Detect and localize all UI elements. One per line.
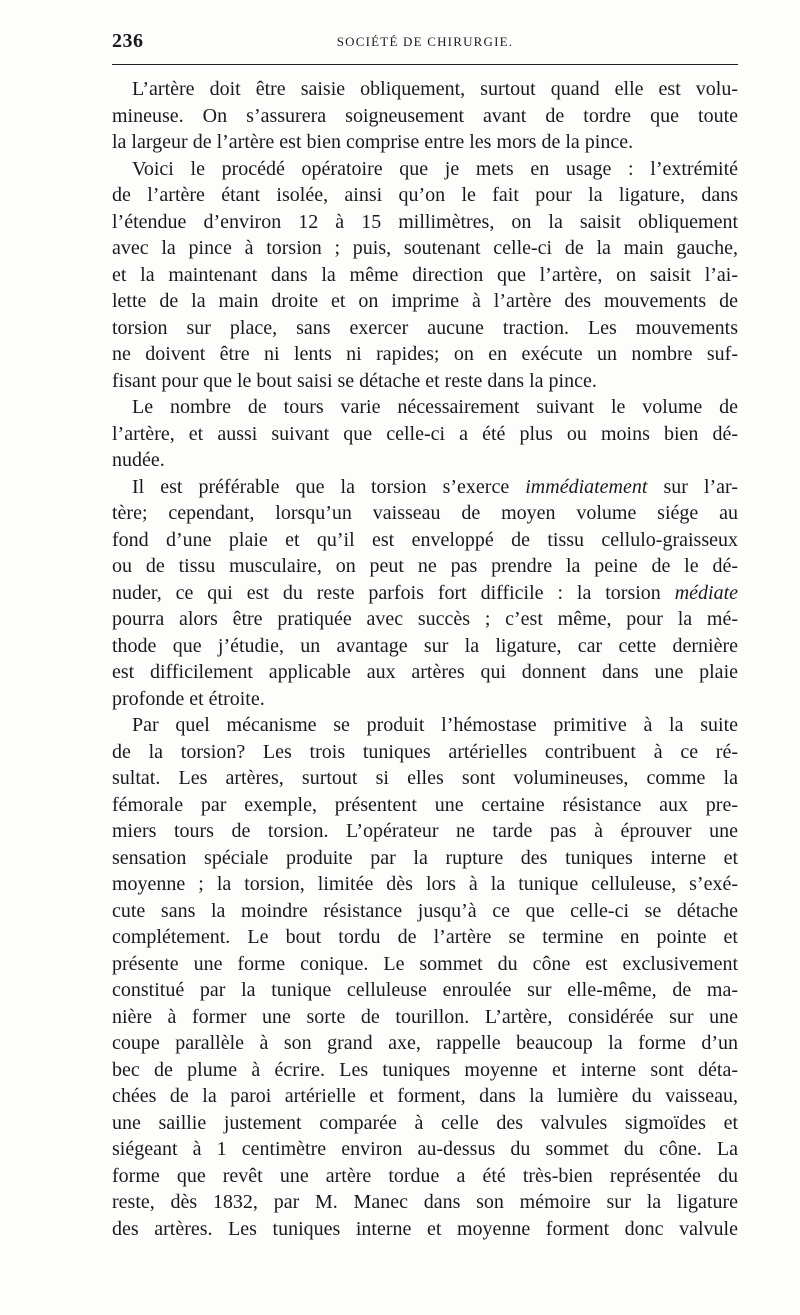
text-line — [112, 474, 738, 501]
text-line: fond d’une plaie et qu’il est enveloppé de tissu cellulo-graisseux — [112, 528, 738, 551]
paragraph — [112, 474, 738, 713]
text-line: forme que revêt une artère tordue a été très-bien représentée du — [112, 1164, 738, 1187]
text-line: et la maintenant dans la même direction que l’artère, on saisit l’ai- — [112, 263, 738, 286]
text-line: ne doivent être ni lents ni rapides; on en exécute un nombre suf- — [112, 343, 738, 365]
page-number: 236 — [112, 30, 144, 52]
text-line: ou de tissu musculaire, on peut ne pas prendre la peine de le dé- — [112, 555, 738, 577]
text-line: lette de la main droite et on imprime à l’artère des mouvements de — [112, 290, 738, 312]
text-line: fisant pour que le bout saisi se détache et reste dans la pince. — [112, 369, 597, 392]
paragraph — [112, 394, 738, 474]
text-line: thode que j’étudie, un avantage sur la ligature, car cette dernière — [112, 634, 738, 657]
text-line: la largeur de l’artère est bien comprise entre les mors de la pince. — [112, 131, 634, 153]
italic-term: médiate — [674, 581, 738, 604]
text-line: avec la pince à torsion ; puis, soutenant celle-ci de la main gauche, — [112, 237, 738, 259]
text-line: de l’artère étant isolée, ainsi qu’on le fait pour la ligature, dans — [112, 184, 738, 206]
text-line: fémorale par exemple, présentent une certaine résistance aux pre- — [112, 793, 738, 816]
text-line: une saillie justement comparée à celle des valvules sigmoïdes et — [112, 1111, 738, 1134]
text-run: Il est préférable que la torsion s’exerce — [132, 475, 526, 498]
text-line: mineuse. On s’assurera soigneusement avant de tordre que toute — [112, 104, 738, 127]
text-line: pourra alors être pratiquée avec succès ; c’est même, pour la mé- — [112, 608, 738, 630]
paragraph — [112, 712, 738, 1242]
running-head — [112, 30, 738, 54]
text-line: tère; cependant, lorsqu’un vaisseau de moyen volume siége au — [112, 502, 738, 524]
text-line: sensation spéciale produite par la rupture des tuniques interne et — [112, 846, 738, 869]
text-line: cute sans la moindre résistance jusqu’à ce que celle-ci se détache — [112, 899, 738, 922]
text-line: bec de plume à écrire. Les tuniques moyenne et interne sont déta- — [112, 1058, 738, 1081]
text-line: chées de la paroi artérielle et forment, dans la lumière du vaisseau, — [112, 1085, 738, 1107]
text-line: reste, dès 1832, par M. Manec dans son mémoire sur la ligature — [112, 1191, 738, 1213]
text-line: sultat. Les artères, surtout si elles sont volumineuses, comme la — [112, 767, 738, 789]
text-line: complétement. Le bout tordu de l’artère se termine en pointe et — [112, 926, 738, 948]
text-line: torsion sur place, sans exercer aucune traction. Les mouvements — [112, 316, 738, 339]
text-run: sur l’ar- — [647, 475, 738, 498]
text-line: constitué par la tunique celluleuse enroulée sur elle-même, de ma- — [112, 979, 738, 1001]
text-line: siégeant à 1 centimètre environ au-dessus du sommet du cône. La — [112, 1138, 738, 1160]
text-line — [112, 580, 738, 607]
text-line: est difficilement applicable aux artères qui donnent dans une plaie — [112, 661, 738, 683]
text-line: Voici le procédé opératoire que je mets en usage : l’extrémité — [132, 157, 738, 180]
text-line: des artères. Les tuniques interne et moyenne forment donc valvule — [112, 1217, 738, 1240]
running-title: SOCIÉTÉ DE CHIRURGIE. — [336, 34, 514, 49]
text-line: l’étendue d’environ 12 à 15 millimètres, on la saisit obliquement — [112, 210, 738, 233]
text-line: L’artère doit être saisie obliquement, surtout quand elle est volu- — [132, 78, 738, 100]
text-line: l’artère, et aussi suivant que celle-ci a été plus ou moins bien dé- — [112, 422, 738, 445]
text-line: nudée. — [112, 449, 165, 471]
text-line: profonde et étroite. — [112, 687, 265, 710]
text-line: Le nombre de tours varie nécessairement suivant le volume de — [132, 396, 738, 418]
paragraph — [112, 156, 738, 395]
paragraph — [112, 76, 738, 156]
text-run: nuder, ce qui est du reste parfois fort difficile : la torsion — [112, 581, 675, 604]
text-line: nière à former une sorte de tourillon. L’artère, considérée sur une — [112, 1005, 738, 1028]
body-text — [112, 76, 738, 1242]
header-rule — [112, 64, 738, 65]
text-line: miers tours de torsion. L’opérateur ne tarde pas à éprouver une — [112, 820, 738, 842]
text-line: présente une forme conique. Le sommet du cône est exclusivement — [112, 952, 738, 975]
text-line: moyenne ; la torsion, limitée dès lors à la tunique celluleuse, s’exé- — [112, 873, 738, 895]
text-line: coupe parallèle à son grand axe, rappelle beaucoup la forme d’un — [112, 1032, 738, 1054]
text-line: Par quel mécanisme se produit l’hémostase primitive à la suite — [132, 714, 738, 736]
italic-term: immédiatement — [525, 475, 648, 498]
text-line: de la torsion? Les trois tuniques artérielles contribuent à ce ré- — [112, 740, 738, 763]
